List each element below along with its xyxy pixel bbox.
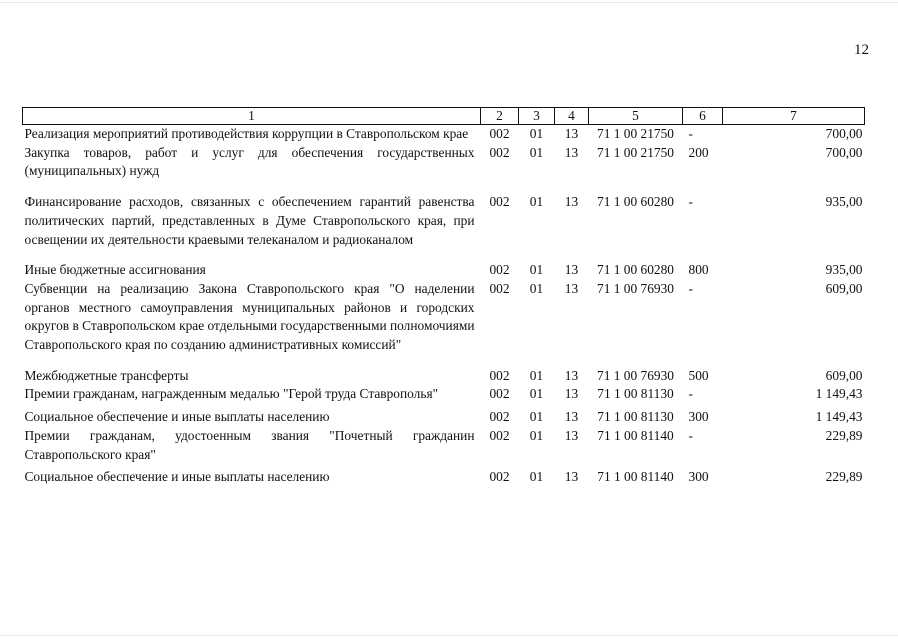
row-rz: 01 [529, 409, 544, 425]
row-vr: - [688, 280, 693, 296]
row-csr: 71 1 00 60280 [597, 194, 674, 210]
budget-table [22, 107, 865, 487]
row-pr: 13 [564, 367, 579, 383]
row-pr: 13 [564, 427, 579, 443]
row-rz: 01 [529, 469, 544, 485]
row-ved: 002 [489, 144, 510, 160]
row-sum: 700,00 [825, 144, 863, 160]
table-row [23, 125, 865, 144]
row-ved: 002 [489, 280, 510, 296]
row-sum: 935,00 [825, 262, 863, 278]
row-sum: 609,00 [825, 367, 863, 383]
table-row [23, 193, 865, 261]
table-row [23, 144, 865, 193]
row-csr: 71 1 00 76930 [597, 367, 674, 383]
row-pr: 13 [564, 194, 579, 210]
row-rz: 01 [529, 126, 544, 141]
row-csr: 71 1 00 81130 [597, 386, 674, 402]
row-csr: 71 1 00 21750 [597, 126, 674, 141]
table-row [23, 468, 865, 487]
row-vr: - [688, 194, 693, 210]
row-sum: 935,00 [825, 194, 863, 210]
row-rz: 01 [529, 367, 544, 383]
row-sum: 1 149,43 [815, 409, 863, 425]
row-pr: 13 [564, 386, 579, 402]
row-description: Субвенции на реализацию Закона Ставропольского края "О наделении органов местного самоуправления муниципальных районов и городских округов в Ставропольском крае отдельными государственными полномочиями Ставропольского края по созданию административных комиссий" [24, 280, 475, 353]
row-vr: 300 [688, 409, 709, 425]
row-description: Закупка товаров, работ и услуг для обеспечения государственных (муниципальных) нужд [24, 144, 475, 179]
col-header-5: 5 [589, 108, 683, 125]
row-csr: 71 1 00 81130 [597, 409, 674, 425]
row-sum: 1 149,43 [815, 386, 863, 402]
row-ved: 002 [489, 427, 510, 443]
row-sum: 229,89 [825, 469, 863, 485]
row-description: Социальное обеспечение и иные выплаты населению [24, 409, 330, 425]
scan-edge-bottom [0, 635, 898, 636]
row-pr: 13 [564, 126, 579, 141]
row-description: Финансирование расходов, связанных с обеспечением гарантий равенства политических партий, представленных в Думе Ставропольского края, при освещении их деятельности краевыми телеканалом и радиоканалом [24, 194, 475, 247]
row-csr: 71 1 00 60280 [597, 262, 674, 278]
table-row [23, 367, 865, 386]
row-pr: 13 [564, 280, 579, 296]
col-header-2: 2 [481, 108, 519, 125]
row-sum: 609,00 [825, 280, 863, 296]
row-vr: 300 [688, 469, 709, 485]
row-rz: 01 [529, 194, 544, 210]
row-description: Межбюджетные трансферты [24, 367, 189, 383]
col-header-3: 3 [519, 108, 555, 125]
row-pr: 13 [564, 262, 579, 278]
row-ved: 002 [489, 469, 510, 485]
row-vr: - [688, 126, 693, 141]
col-header-4: 4 [555, 108, 589, 125]
row-vr: 200 [688, 144, 709, 160]
row-ved: 002 [489, 126, 510, 141]
row-ved: 002 [489, 367, 510, 383]
row-vr: - [688, 386, 693, 402]
table-row [23, 261, 865, 280]
row-rz: 01 [529, 386, 544, 402]
row-vr: - [688, 427, 693, 443]
row-csr: 71 1 00 81140 [597, 427, 674, 443]
table-row [23, 408, 865, 427]
row-pr: 13 [564, 469, 579, 485]
col-header-6: 6 [683, 108, 723, 125]
row-rz: 01 [529, 262, 544, 278]
row-rz: 01 [529, 427, 544, 443]
row-ved: 002 [489, 386, 510, 402]
row-ved: 002 [489, 194, 510, 210]
row-pr: 13 [564, 144, 579, 160]
row-vr: 500 [688, 367, 709, 383]
table-row [23, 385, 865, 408]
row-ved: 002 [489, 409, 510, 425]
row-pr: 13 [564, 409, 579, 425]
row-sum: 229,89 [825, 427, 863, 443]
scan-edge-top [0, 2, 898, 3]
row-csr: 71 1 00 81140 [597, 469, 674, 485]
row-sum: 700,00 [825, 126, 863, 141]
row-ved: 002 [489, 262, 510, 278]
page-number: 12 [854, 42, 869, 58]
col-header-1: 1 [23, 108, 481, 125]
row-description: Премии гражданам, награжденным медалью "Герой труда Ставрополья" [24, 386, 439, 402]
row-description: Социальное обеспечение и иные выплаты населению [24, 469, 330, 485]
table-row [23, 280, 865, 367]
row-rz: 01 [529, 144, 544, 160]
row-description: Реализация мероприятий противодействия коррупции в Ставропольском крае [24, 126, 469, 141]
row-csr: 71 1 00 21750 [597, 144, 674, 160]
header-row [23, 108, 865, 125]
row-rz: 01 [529, 280, 544, 296]
row-vr: 800 [688, 262, 709, 278]
row-description: Иные бюджетные ассигнования [24, 262, 206, 278]
col-header-7: 7 [723, 108, 865, 125]
row-description: Премии гражданам, удостоенным звания "Почетный гражданин Ставропольского края" [24, 427, 475, 462]
table-row [23, 427, 865, 468]
row-csr: 71 1 00 76930 [597, 280, 674, 296]
